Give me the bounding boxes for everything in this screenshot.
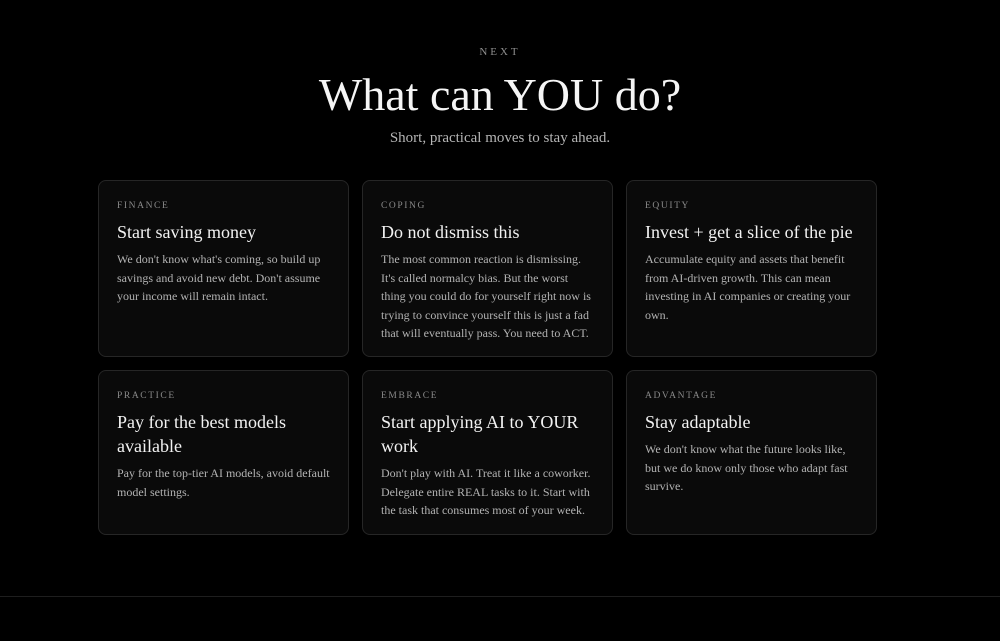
card-body: Pay for the top-tier AI models, avoid default model settings.: [117, 466, 330, 499]
card-title: Start applying AI to YOUR work: [381, 412, 579, 456]
card-title: Do not dismiss this: [381, 222, 520, 242]
card-body: We don't know what's coming, so build up savings and avoid new debt. Don't assume your income will remain intact.: [117, 252, 321, 303]
card-embrace: [362, 370, 613, 535]
card-advantage: [626, 370, 877, 535]
page-title: What can YOU do?: [318, 69, 682, 120]
card-title: Start saving money: [117, 222, 256, 242]
card-coping: [362, 180, 613, 357]
card-body: We don't know what the future looks like, but we do know only those who adapt fast survive.: [645, 442, 848, 493]
card-title: Pay for the best models available: [117, 412, 286, 456]
card-title: Stay adaptable: [645, 412, 751, 432]
footer-divider: [0, 596, 1000, 597]
card-finance: [98, 180, 349, 357]
action-card-grid: [98, 180, 877, 535]
card-body: The most common reaction is dismissing. It's called normalcy bias. But the worst thing you could do for yourself right now is trying to convince yourself this is just a fad that will eventually pass. You need to ACT.: [381, 252, 591, 340]
card-practice: [98, 370, 349, 535]
card-tag: ADVANTAGE: [645, 391, 718, 401]
card-body: Don't play with AI. Treat it like a coworker. Delegate entire REAL tasks to it. Start with the task that consumes most of your week.: [381, 466, 591, 517]
card-body: Accumulate equity and assets that benefit from AI-driven growth. This can mean investing in AI companies or creating your own.: [645, 252, 851, 322]
card-equity: [626, 180, 877, 357]
card-tag: PRACTICE: [117, 391, 176, 401]
card-tag: EMBRACE: [381, 391, 439, 401]
card-tag: COPING: [381, 201, 426, 211]
card-tag: FINANCE: [117, 201, 170, 211]
page-subtitle: Short, practical moves to stay ahead.: [389, 130, 611, 146]
section-eyebrow: NEXT: [479, 46, 521, 58]
card-tag: EQUITY: [645, 201, 690, 211]
card-title: Invest + get a slice of the pie: [645, 222, 853, 242]
